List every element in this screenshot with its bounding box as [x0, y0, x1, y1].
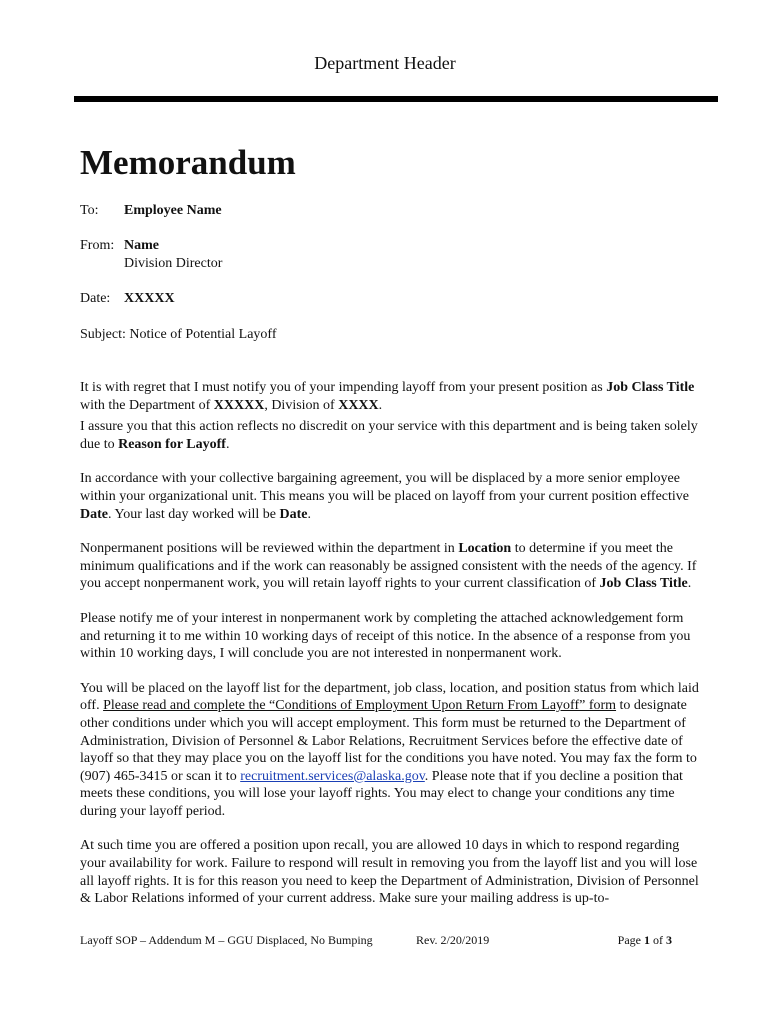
date-line — [80, 290, 175, 308]
p3-text: . — [307, 506, 311, 522]
p3-date: Date — [80, 506, 108, 522]
p4-text: to determine if you meet the minimum qualifications and if the work can reasonably be assigned consistent with the needs of the agency. If you accept nonpermanent work, you will retain layoff rights to your current classification of — [80, 541, 697, 592]
p1-text: with the Department of — [80, 397, 214, 413]
footer-page-number — [618, 933, 672, 948]
page-total: 3 — [666, 933, 672, 947]
paragraph-2 — [80, 418, 706, 453]
date-label: Date: — [80, 291, 111, 306]
subject-label: Subject: — [80, 327, 126, 342]
paragraph-3 — [80, 470, 706, 523]
from-name: Name — [124, 238, 159, 253]
date-value: XXXXX — [124, 291, 175, 306]
footer-revision: Rev. 2/20/2019 — [416, 933, 490, 947]
p6-text: to designate other conditions under which you will accept employment. This form must be returned to the Department of Administration, Division of Personnel & Labor Relations, Recruitment Services before the effective date of layoff so that they may place you on the layoff list for the conditions you have noted. You may fax the form to (907) 465-3415 or scan it to — [80, 698, 697, 784]
paragraph-1 — [80, 379, 706, 414]
paragraph-6 — [80, 680, 706, 821]
p4-job-class: Job Class Title — [599, 576, 688, 592]
p3-date: Date — [279, 506, 308, 522]
p1-text: It is with regret that I must notify you of your impending layoff from your present position as — [80, 380, 607, 395]
p2-text: I assure you that this action reflects no discredit on your service with this department and is being taken solely due to — [80, 419, 698, 452]
header-rule — [74, 96, 718, 102]
memo-title: Memorandum — [80, 143, 296, 182]
page-current: 1 — [644, 933, 650, 947]
p6-text: . Please note that if you decline a position that meets these conditions, you will lose your layoff rights. You may elect to change your conditions any time during your layoff period. — [80, 768, 683, 819]
p4-location: Location — [458, 541, 512, 557]
memo-body — [80, 379, 706, 925]
subject-line — [80, 326, 276, 344]
page-of: of — [650, 933, 666, 947]
p1-department: XXXXX — [213, 397, 265, 413]
paragraph-4 — [80, 540, 706, 593]
to-line — [80, 202, 222, 220]
recruitment-email-link[interactable]: recruitment.services@alaska.gov — [240, 768, 425, 784]
from-label: From: — [80, 238, 115, 253]
p2-text: . — [225, 436, 230, 452]
p1-job-class: Job Class Title — [606, 380, 695, 395]
p2-reason: Reason for Layoff — [118, 436, 226, 452]
paragraph-7: At such time you are offered a position upon recall, you are allowed 10 days in which to respond regarding your availability for work. Failure to respond will result in removing you from the layoff list and you will lose all layoff rights. It is for this reason you need to keep the Department of Administration, Division of Personnel & Labor Relations informed of your current address. Make sure your mailing address is up-to- — [80, 838, 699, 907]
from-title: Division Director — [124, 256, 223, 271]
p4-text: Nonpermanent positions will be reviewed within the department in — [80, 541, 459, 557]
p1-text: . — [378, 397, 383, 413]
paragraph-5: Please notify me of your interest in nonpermanent work by completing the attached acknowledgement form and returning it to me within 10 working days of receipt of this notice. In the absence of a response from you within 10 working days, I will conclude you are not interested in nonpermanent work. — [80, 610, 691, 662]
conditions-form-instruction: Please read and complete the “Conditions of Employment Upon Return From Layoff” form — [103, 698, 617, 714]
p3-text: . Your last day worked will be — [108, 506, 280, 522]
to-value: Employee Name — [124, 203, 222, 218]
p4-text: . — [687, 576, 692, 592]
to-label: To: — [80, 203, 99, 218]
page-prefix: Page — [617, 933, 644, 947]
subject-value: Notice of Potential Layoff — [129, 327, 277, 342]
p3-text: In accordance with your collective bargaining agreement, you will be displaced by a more senior employee within your organizational unit. This means you will be placed on layoff from your current position effective — [80, 471, 689, 504]
p6-text: You will be placed on the layoff list for the department, job class, location, and position status from which laid off. — [80, 680, 699, 714]
p1-division: XXXX — [338, 397, 379, 413]
footer-document-title: Layoff SOP – Addendum M – GGU Displaced, No Bumping — [80, 933, 373, 947]
department-header: Department Header — [314, 53, 456, 73]
p1-text: , Division of — [264, 397, 339, 413]
from-line — [80, 237, 159, 255]
